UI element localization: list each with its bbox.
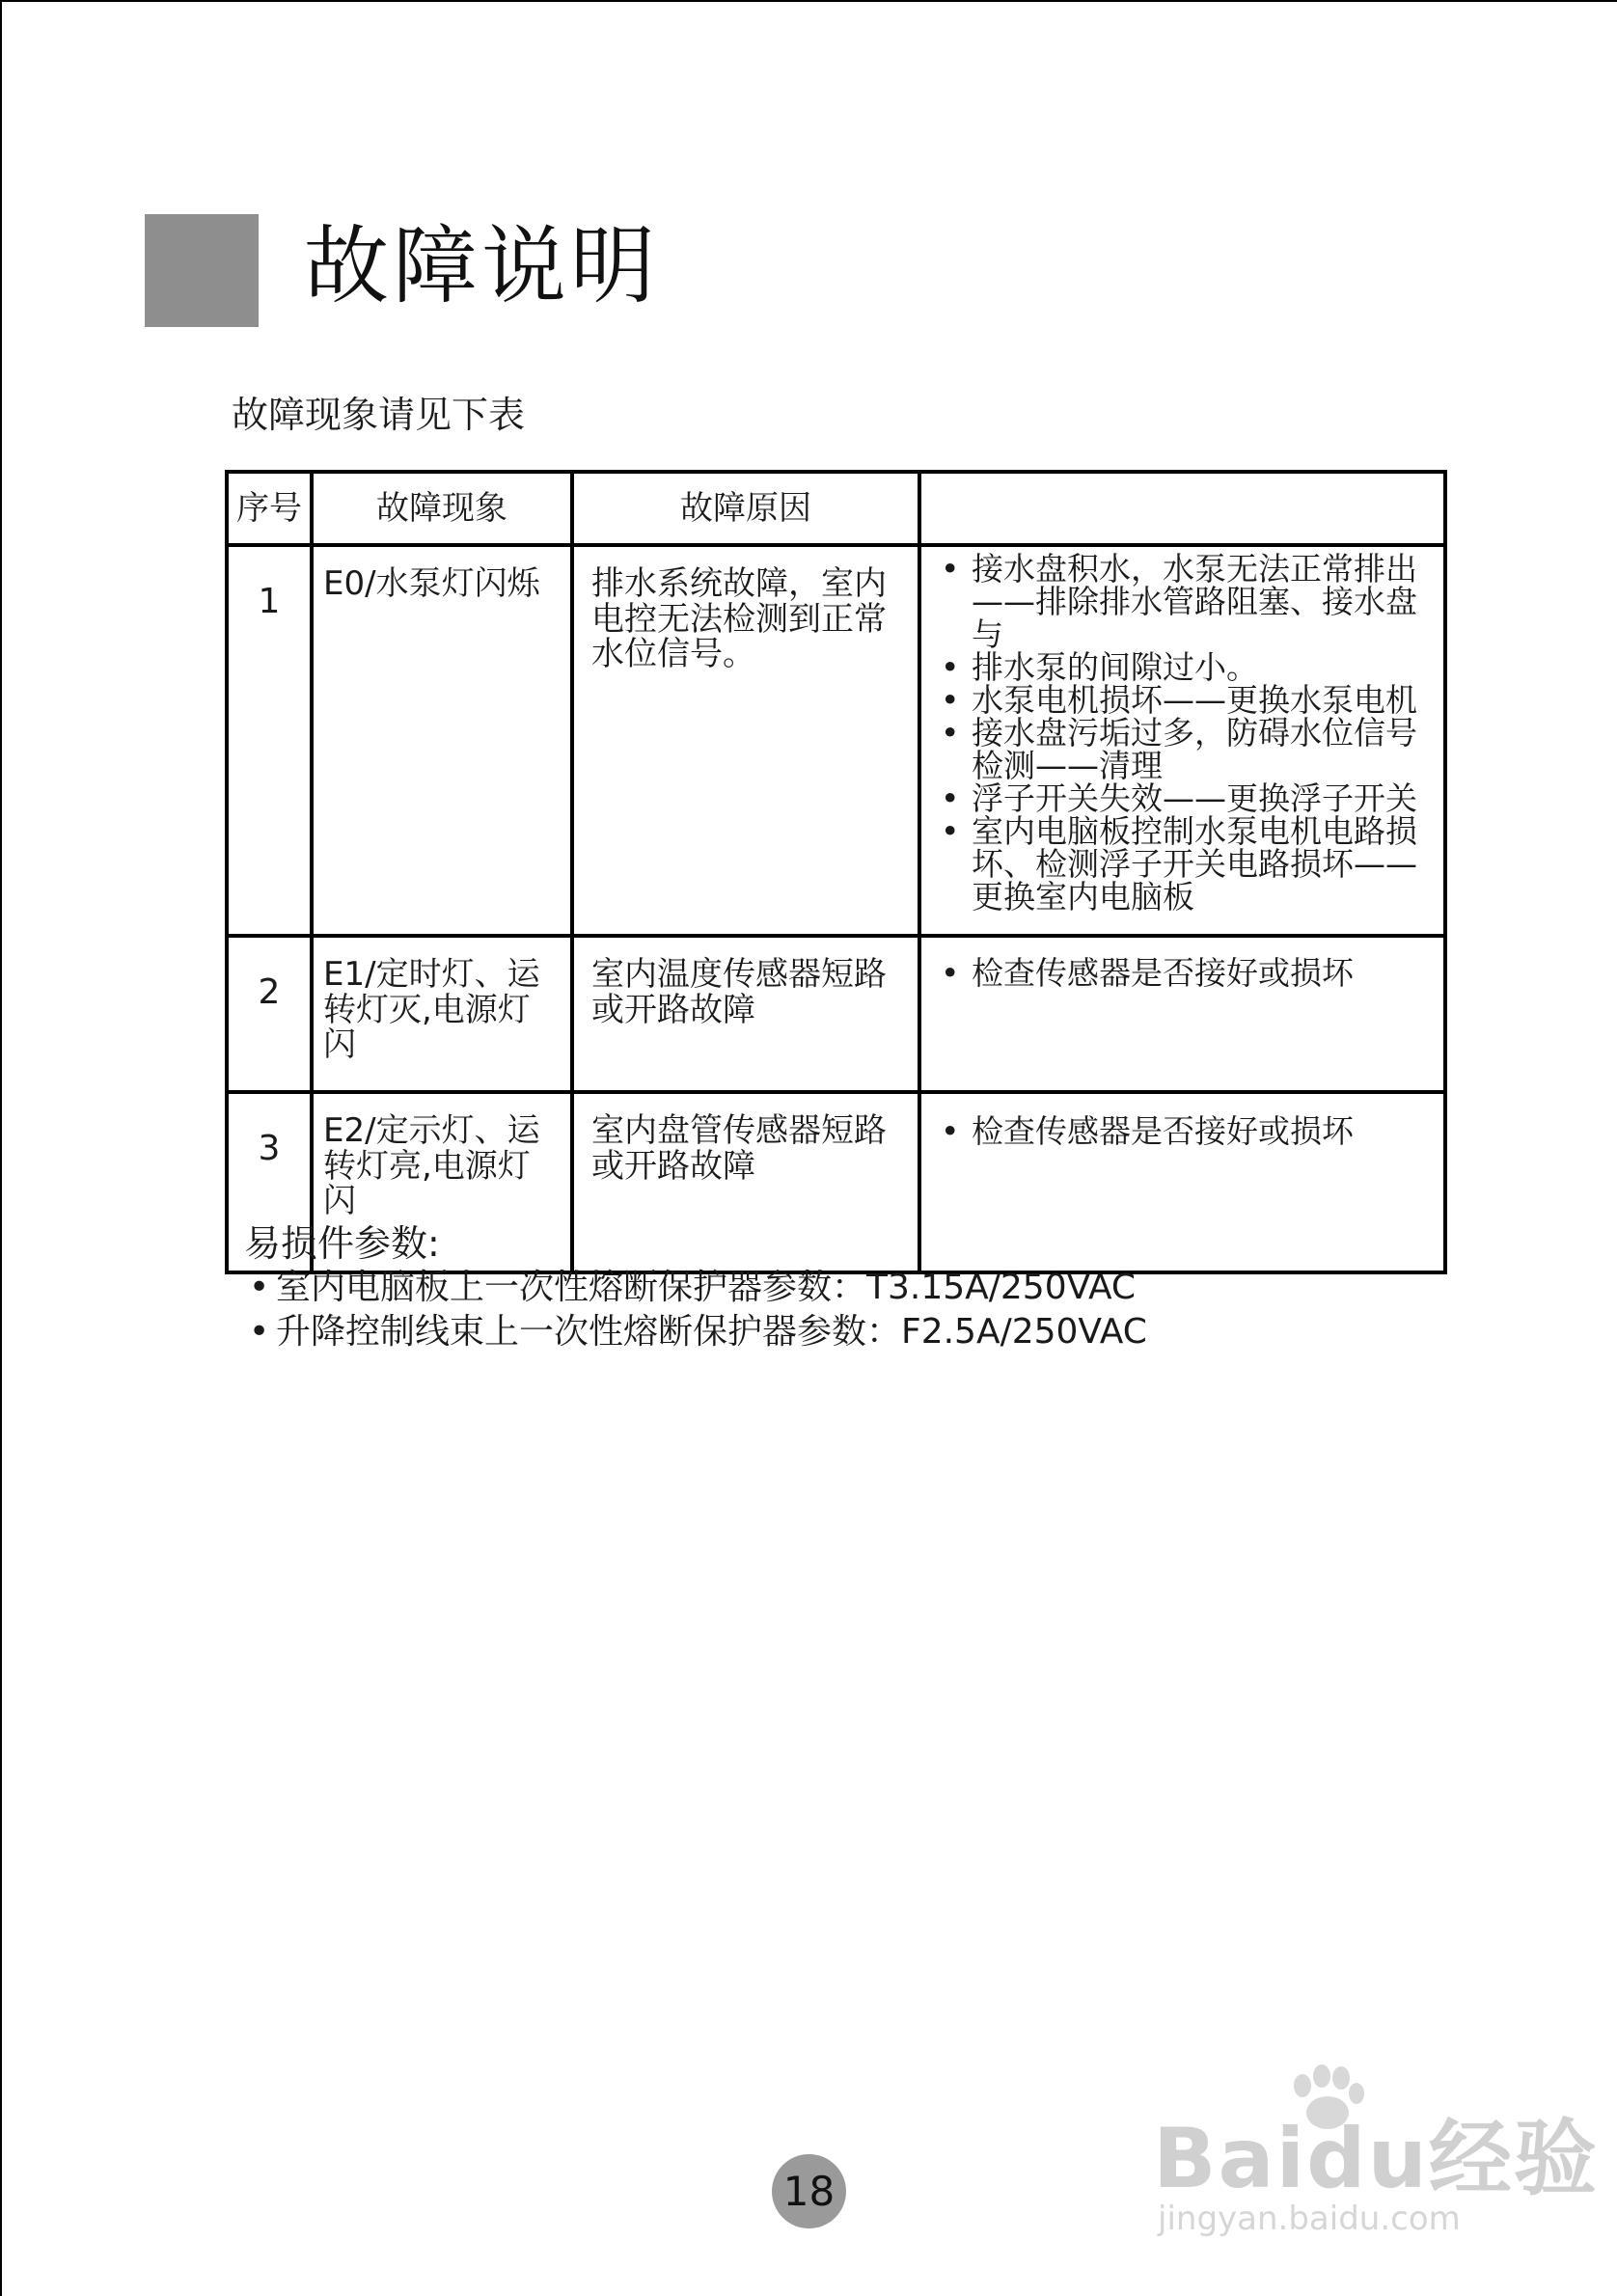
solution-list [941,1112,1439,1150]
header-cause: 故障原因 [572,472,919,545]
header-no: 序号 [227,472,312,545]
solution-item: • 水泵电机损坏——更换水泵电机 [941,681,1417,719]
bullet-icon: • [941,779,960,817]
solution-list [941,550,1439,916]
row-cause: 排水系统故障，室内电控无法检测到正常水位信号。 [572,545,919,936]
row-number: 3 [227,1092,312,1272]
row-number: 2 [227,936,312,1092]
bullet-icon: • [941,681,960,719]
parts-list [249,1266,1147,1354]
parts-item: • 升降控制线束上一次性熔断保护器参数：F2.5A/250VAC [249,1310,1147,1354]
row-solutions [919,1092,1445,1272]
solution-item: • 室内电脑板控制水泵电机电路损坏、检测浮子开关电路损坏——更换室内电脑板 [941,812,1417,916]
bullet-icon: • [941,1112,960,1150]
parts-title: 易损件参数: [244,1222,440,1265]
solution-item: • 接水盘积水，水泵无法正常排出——排除排水管路阻塞、接水盘与 [941,550,1417,653]
parts-item: • 室内电脑板上一次性熔断保护器参数：T3.15A/250VAC [249,1266,1147,1310]
row-symptom: E2/定示灯、运转灯亮,电源灯闪 [312,1092,572,1272]
watermark-url: jingyan.baidu.com [1158,2200,1461,2238]
fault-table [225,470,1447,1274]
row-solutions [919,545,1445,936]
bullet-icon: • [249,1268,270,1307]
bullet-icon: • [249,1312,270,1352]
header-symptom: 故障现象 [312,472,572,545]
bullet-icon: • [941,550,960,588]
solution-item: • 浮子开关失效——更换浮子开关 [941,779,1417,817]
bullet-icon: • [941,812,960,850]
page-number: 18 [772,2154,846,2228]
watermark-brand: Baidu经验 [1153,2111,1599,2207]
bullet-icon: • [941,648,960,686]
table-header-row [227,472,1445,545]
page-border-left [0,0,2,2296]
section-marker-block [145,214,259,327]
row-solutions [919,936,1445,1092]
page-border-top [0,0,1617,2]
row-symptom: E0/水泵灯闪烁 [312,545,572,936]
page-title: 故障说明 [304,216,660,315]
row-symptom: E1/定时灯、运转灯灭,电源灯闪 [312,936,572,1092]
table-row [227,545,1445,936]
intro-text: 故障现象请见下表 [232,394,526,436]
solution-item: • 接水盘污垢过多，防碍水位信号检测——清理 [941,714,1417,784]
solution-item: • 检查传感器是否接好或损坏 [941,954,1354,992]
bullet-icon: • [941,954,960,992]
solution-item: • 检查传感器是否接好或损坏 [941,1112,1354,1150]
row-cause: 室内盘管传感器短路或开路故障 [572,1092,919,1272]
row-number: 1 [227,545,312,936]
baidu-watermark [1153,2064,1599,2238]
table-row [227,936,1445,1092]
solution-list [941,954,1439,992]
bullet-icon: • [941,714,960,752]
row-cause: 室内温度传感器短路或开路故障 [572,936,919,1092]
header-solution [919,472,1445,545]
solution-item: • 排水泵的间隙过小。 [941,648,1258,686]
